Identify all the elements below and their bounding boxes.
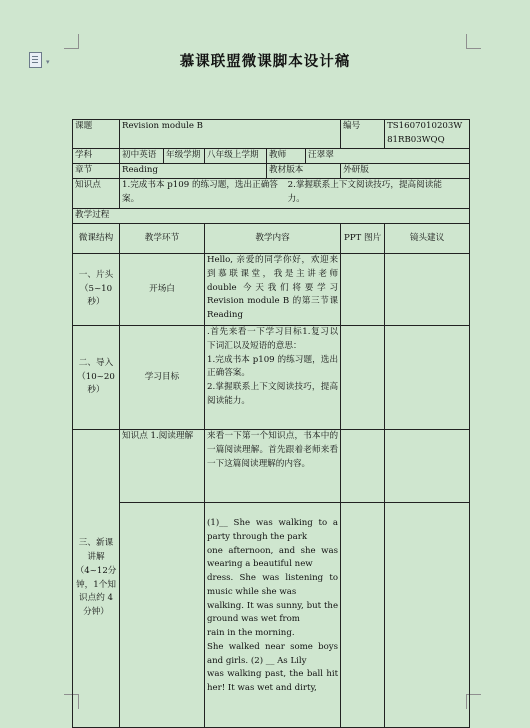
chapter-label: 章节 xyxy=(73,164,120,179)
header-shot: 镜头建议 xyxy=(385,224,470,254)
passage-line: dress. She was listening to music while she was xyxy=(207,573,339,597)
content-line: 1.完成书本 p109 的练习题，选出正确答案。 xyxy=(207,354,339,379)
subject-value: 初中英语 xyxy=(120,149,164,164)
header-ppt: PPT 图片 xyxy=(341,224,385,254)
table-row xyxy=(73,326,470,430)
content-cell xyxy=(205,326,341,430)
passage-line: was walking past, the ball hit her! It was wet and dirty, xyxy=(207,669,339,693)
table-row xyxy=(73,209,470,224)
subject-label: 学科 xyxy=(73,149,120,164)
textbook-label: 教材版本 xyxy=(267,164,341,179)
shot-cell xyxy=(385,254,470,326)
knowledge-points xyxy=(120,179,470,209)
table-row xyxy=(73,164,470,179)
ppt-cell xyxy=(341,326,385,430)
shot-cell xyxy=(385,326,470,430)
ppt-cell xyxy=(341,430,385,503)
teacher-value: 汪翠翠 xyxy=(306,149,470,164)
page-corner-top-left xyxy=(64,34,79,49)
code-value: TS1607010203W81RB03WQQ xyxy=(385,120,470,149)
step-cell: 学习目标 xyxy=(120,326,205,430)
knowledge-label: 知识点 xyxy=(73,179,120,209)
passage-line: rain in the morning. xyxy=(207,628,295,638)
process-label: 教学过程 xyxy=(73,209,470,224)
step-cell: 知识点 1.阅读理解 xyxy=(120,430,205,503)
shot-cell xyxy=(385,430,470,503)
header-content: 教学内容 xyxy=(205,224,341,254)
content-line: .首先来看一下学习目标1.复习以下词汇以及短语的意思： xyxy=(207,327,339,351)
passage-line: She walked near some boys and girls. (2) __ As Lily xyxy=(207,641,339,666)
table-header-row xyxy=(73,224,470,254)
chevron-down-icon[interactable]: ▾ xyxy=(46,58,50,66)
table-row xyxy=(73,254,470,326)
table-row xyxy=(73,149,470,164)
page-title: 慕课联盟微课脚本设计稿 xyxy=(179,54,351,70)
step-cell: 开场白 xyxy=(120,254,205,326)
table-row xyxy=(73,120,470,149)
grade-value: 八年级上学期 xyxy=(205,149,267,164)
lesson-table xyxy=(72,119,470,728)
page-corner-top-right xyxy=(466,34,481,49)
knowledge-point-1: 1.完成书本 p109 的练习题，选出正确答案。 xyxy=(122,180,278,204)
ppt-cell xyxy=(341,503,385,728)
structure-cell: 一、片头（5~10秒） xyxy=(73,254,120,326)
shot-cell xyxy=(385,503,470,728)
knowledge-point-2: 2.掌握联系上下文阅读技巧，提高阅读能力。 xyxy=(287,180,442,204)
code-label: 编号 xyxy=(341,120,385,149)
table-row xyxy=(73,430,470,503)
table-row xyxy=(73,503,470,728)
passage-line: walking. It was sunny, but the ground was wet from xyxy=(207,600,339,625)
chapter-value: Reading xyxy=(120,164,267,179)
textbook-value: 外研版 xyxy=(341,164,470,179)
teacher-label: 教师 xyxy=(267,149,306,164)
table-row xyxy=(73,179,470,209)
header-structure: 微课结构 xyxy=(73,224,120,254)
header-step: 教学环节 xyxy=(120,224,205,254)
passage-cell xyxy=(205,503,341,728)
ppt-cell xyxy=(341,254,385,326)
content-line: 2.掌握联系上下文阅读技巧，提高阅读能力。 xyxy=(207,382,339,406)
structure-cell: 二、导入（10~20秒） xyxy=(73,326,120,430)
passage-line: (1)__ She was walking to a party through the park xyxy=(207,518,339,542)
passage-line: one afternoon, and she was wearing a beautiful new xyxy=(207,545,339,570)
course-title: Revision module B xyxy=(120,120,341,149)
step-cell xyxy=(120,503,205,728)
content-cell: 来看一下第一个知识点，书本中的一篇阅读理解。首先跟着老师来看一下这篇阅读理解的内容。 xyxy=(205,430,341,503)
grade-label: 年级学期 xyxy=(164,149,205,164)
structure-cell: 三、新课讲解（4~12分钟，1个知识点约 4 分钟） xyxy=(73,430,120,728)
course-title-label: 课题 xyxy=(73,120,120,149)
content-cell: Hello, 亲爱的同学你好，欢迎来到慕联课堂，我是主讲老师double 今天我们将要学习Revision module B 的第三节课 Reading xyxy=(205,254,341,326)
